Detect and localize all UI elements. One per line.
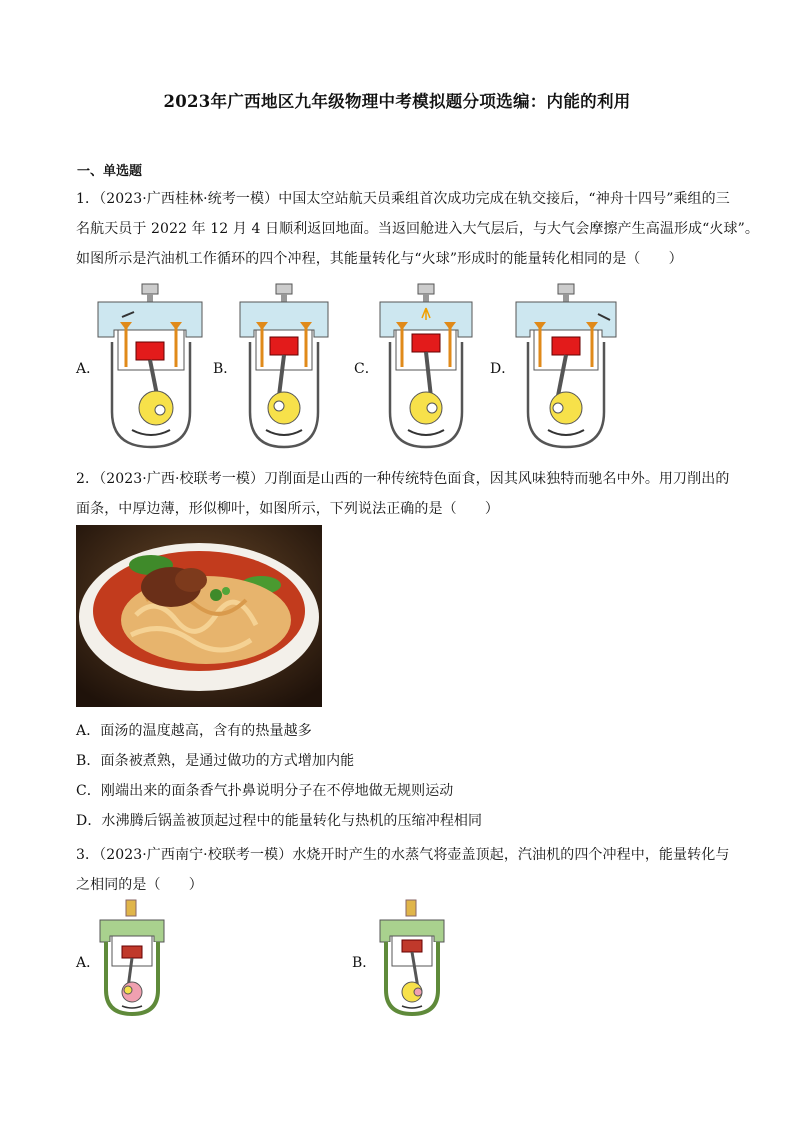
q2-option-a[interactable]: A．面汤的温度越高，含有的热量越多 [76, 723, 312, 739]
q1-option-a-label[interactable]: A． [76, 361, 101, 377]
q2-line-2: 面条，中厚边薄，形似柳叶，如图所示，下列说法正确的是（ ） [76, 501, 499, 517]
q2-option-b[interactable]: B．面条被煮熟，是通过做功的方式增加内能 [76, 753, 355, 769]
q3-engine-diagram-a[interactable] [96, 898, 168, 1018]
noodle-bowl-illustration [76, 525, 322, 707]
q1-option-d-label[interactable]: D． [490, 361, 516, 377]
q1-line-2: 名航天员于 2022 年 12 月 4 日顺利返回地面。当返回舱进入大气层后，与大气会摩擦产生高温形成“火球”。 [76, 221, 759, 237]
q3-option-b-label[interactable]: B． [352, 955, 377, 971]
q1-option-c-label[interactable]: C． [354, 361, 379, 377]
engine-diagram-b[interactable] [234, 282, 334, 452]
q1-line-1: 1．（2023·广西桂林·统考一模）中国太空站航天员乘组首次成功完成在轨交接后，“神舟十四号”乘组的三 [76, 191, 730, 207]
q3-line-2: 之相同的是（ ） [76, 877, 203, 893]
q2-option-c[interactable]: C．刚端出来的面条香气扑鼻说明分子在不停地做无规则运动 [76, 783, 454, 799]
noodle-photo [76, 525, 322, 707]
q1-option-b-label[interactable]: B． [213, 361, 238, 377]
q2-line-1: 2．（2023·广西·校联考一模）刀削面是山西的一种传统特色面食，因其风味独特而驰名中外。用刀削出的 [76, 471, 730, 487]
q3-engine-diagram-b[interactable] [376, 898, 448, 1018]
q1-line-3: 如图所示是汽油机工作循环的四个冲程，其能量转化与“火球”形成时的能量转化相同的是（ ） [76, 251, 683, 267]
page-title: 2023年广西地区九年级物理中考模拟题分项选编：内能的利用 [163, 92, 631, 111]
q2-option-d[interactable]: D．水沸腾后锅盖被顶起过程中的能量转化与热机的压缩冲程相同 [76, 813, 483, 829]
q3-option-a-label[interactable]: A． [76, 955, 101, 971]
engine-diagram-d[interactable] [510, 282, 622, 452]
engine-diagram-a[interactable] [92, 282, 210, 452]
q3-line-1: 3．（2023·广西南宁·校联考一模）水烧开时产生的水蒸气将壶盖顶起，汽油机的四个冲程中，能量转化与 [76, 847, 730, 863]
engine-diagram-c[interactable] [374, 282, 478, 452]
section-heading: 一、单选题 [77, 164, 143, 179]
